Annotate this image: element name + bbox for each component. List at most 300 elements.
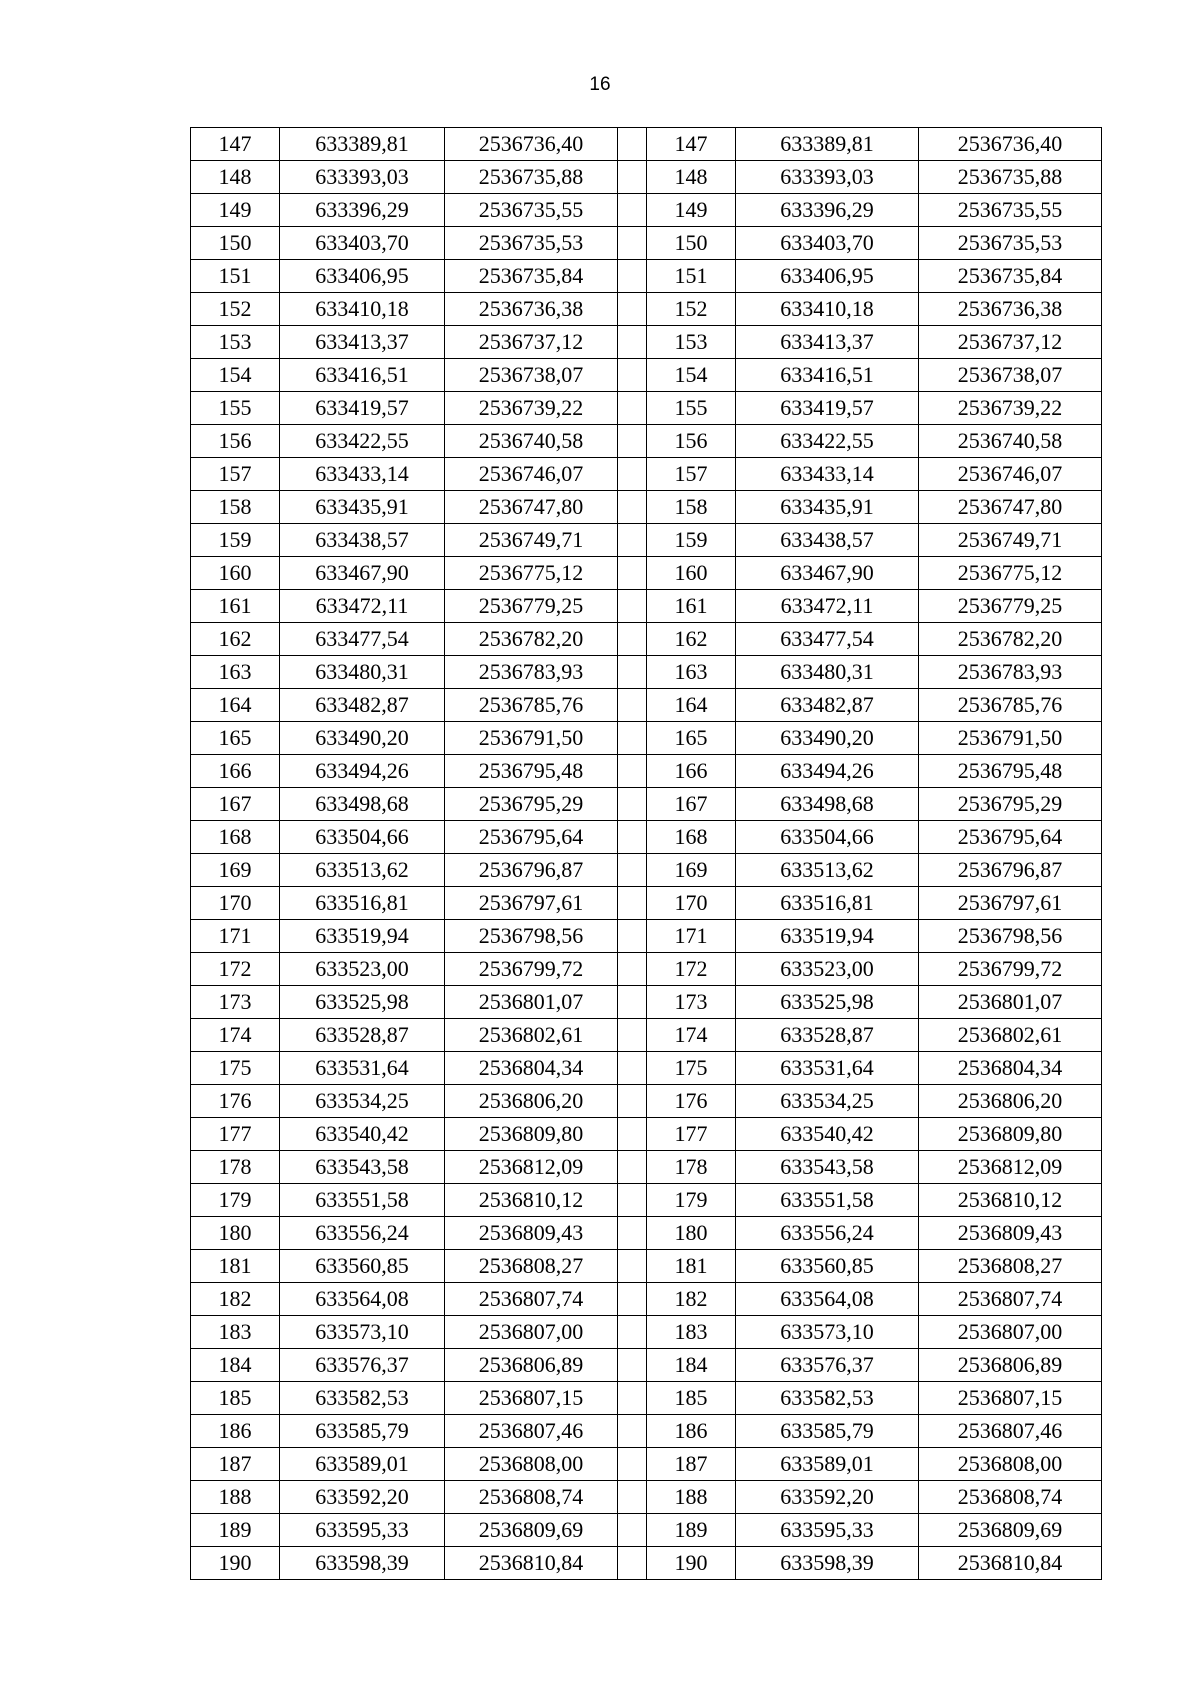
point-number-cell: 161	[191, 590, 280, 623]
spacer-cell	[618, 1184, 647, 1217]
table-row	[191, 590, 1102, 623]
y-coordinate-cell: 2536801,07	[445, 986, 618, 1019]
table-row	[191, 623, 1102, 656]
y-coordinate-cell: 2536810,12	[445, 1184, 618, 1217]
y-coordinate-cell-new: 2536782,20	[919, 623, 1102, 656]
point-number-cell: 188	[191, 1481, 280, 1514]
table-row	[191, 722, 1102, 755]
x-coordinate-cell: 633467,90	[280, 557, 445, 590]
y-coordinate-cell-new: 2536735,53	[919, 227, 1102, 260]
y-coordinate-cell-new: 2536795,64	[919, 821, 1102, 854]
table-row	[191, 920, 1102, 953]
y-coordinate-cell: 2536779,25	[445, 590, 618, 623]
y-coordinate-cell: 2536807,00	[445, 1316, 618, 1349]
y-coordinate-cell-new: 2536799,72	[919, 953, 1102, 986]
x-coordinate-cell-new: 633592,20	[736, 1481, 919, 1514]
y-coordinate-cell-new: 2536738,07	[919, 359, 1102, 392]
point-number-cell-new: 163	[647, 656, 736, 689]
y-coordinate-cell: 2536804,34	[445, 1052, 618, 1085]
point-number-cell: 180	[191, 1217, 280, 1250]
y-coordinate-cell: 2536735,88	[445, 161, 618, 194]
y-coordinate-cell: 2536810,84	[445, 1547, 618, 1580]
spacer-cell	[618, 392, 647, 425]
table-row	[191, 1448, 1102, 1481]
table-row	[191, 986, 1102, 1019]
x-coordinate-cell: 633556,24	[280, 1217, 445, 1250]
y-coordinate-cell-new: 2536809,80	[919, 1118, 1102, 1151]
y-coordinate-cell-new: 2536807,74	[919, 1283, 1102, 1316]
table-row	[191, 1283, 1102, 1316]
point-number-cell-new: 180	[647, 1217, 736, 1250]
y-coordinate-cell-new: 2536749,71	[919, 524, 1102, 557]
x-coordinate-cell: 633498,68	[280, 788, 445, 821]
y-coordinate-cell-new: 2536807,46	[919, 1415, 1102, 1448]
table-row	[191, 1349, 1102, 1382]
point-number-cell-new: 188	[647, 1481, 736, 1514]
point-number-cell-new: 186	[647, 1415, 736, 1448]
x-coordinate-cell: 633519,94	[280, 920, 445, 953]
point-number-cell: 190	[191, 1547, 280, 1580]
x-coordinate-cell: 633413,37	[280, 326, 445, 359]
x-coordinate-cell-new: 633422,55	[736, 425, 919, 458]
point-number-cell: 186	[191, 1415, 280, 1448]
y-coordinate-cell: 2536795,48	[445, 755, 618, 788]
x-coordinate-cell: 633419,57	[280, 392, 445, 425]
point-number-cell-new: 160	[647, 557, 736, 590]
y-coordinate-cell: 2536775,12	[445, 557, 618, 590]
x-coordinate-cell-new: 633534,25	[736, 1085, 919, 1118]
table-row	[191, 1316, 1102, 1349]
point-number-cell: 166	[191, 755, 280, 788]
y-coordinate-cell: 2536806,20	[445, 1085, 618, 1118]
table-row	[191, 1514, 1102, 1547]
spacer-cell	[618, 194, 647, 227]
point-number-cell: 171	[191, 920, 280, 953]
spacer-cell	[618, 656, 647, 689]
y-coordinate-cell: 2536791,50	[445, 722, 618, 755]
table-row	[191, 557, 1102, 590]
point-number-cell: 167	[191, 788, 280, 821]
spacer-cell	[618, 1481, 647, 1514]
table-row	[191, 788, 1102, 821]
y-coordinate-cell-new: 2536736,38	[919, 293, 1102, 326]
y-coordinate-cell: 2536809,43	[445, 1217, 618, 1250]
point-number-cell: 150	[191, 227, 280, 260]
point-number-cell-new: 185	[647, 1382, 736, 1415]
y-coordinate-cell: 2536795,64	[445, 821, 618, 854]
x-coordinate-cell: 633528,87	[280, 1019, 445, 1052]
spacer-cell	[618, 326, 647, 359]
spacer-cell	[618, 491, 647, 524]
y-coordinate-cell: 2536747,80	[445, 491, 618, 524]
x-coordinate-cell-new: 633516,81	[736, 887, 919, 920]
spacer-cell	[618, 1085, 647, 1118]
point-number-cell-new: 157	[647, 458, 736, 491]
spacer-cell	[618, 1019, 647, 1052]
x-coordinate-cell: 633560,85	[280, 1250, 445, 1283]
table-row	[191, 227, 1102, 260]
point-number-cell: 168	[191, 821, 280, 854]
x-coordinate-cell: 633482,87	[280, 689, 445, 722]
y-coordinate-cell: 2536807,74	[445, 1283, 618, 1316]
point-number-cell: 154	[191, 359, 280, 392]
spacer-cell	[618, 128, 647, 161]
point-number-cell-new: 153	[647, 326, 736, 359]
table-row	[191, 1481, 1102, 1514]
table-row	[191, 953, 1102, 986]
point-number-cell: 155	[191, 392, 280, 425]
spacer-cell	[618, 623, 647, 656]
y-coordinate-cell-new: 2536812,09	[919, 1151, 1102, 1184]
x-coordinate-cell-new: 633543,58	[736, 1151, 919, 1184]
point-number-cell: 184	[191, 1349, 280, 1382]
point-number-cell-new: 177	[647, 1118, 736, 1151]
point-number-cell-new: 190	[647, 1547, 736, 1580]
y-coordinate-cell: 2536812,09	[445, 1151, 618, 1184]
table-row	[191, 293, 1102, 326]
x-coordinate-cell: 633564,08	[280, 1283, 445, 1316]
point-number-cell-new: 166	[647, 755, 736, 788]
spacer-cell	[618, 1151, 647, 1184]
spacer-cell	[618, 755, 647, 788]
coordinates-table-body	[191, 128, 1102, 1580]
y-coordinate-cell-new: 2536807,00	[919, 1316, 1102, 1349]
table-row	[191, 194, 1102, 227]
point-number-cell: 151	[191, 260, 280, 293]
x-coordinate-cell: 633534,25	[280, 1085, 445, 1118]
table-row	[191, 1415, 1102, 1448]
x-coordinate-cell-new: 633589,01	[736, 1448, 919, 1481]
x-coordinate-cell: 633513,62	[280, 854, 445, 887]
x-coordinate-cell-new: 633396,29	[736, 194, 919, 227]
x-coordinate-cell-new: 633585,79	[736, 1415, 919, 1448]
point-number-cell: 187	[191, 1448, 280, 1481]
y-coordinate-cell-new: 2536810,84	[919, 1547, 1102, 1580]
x-coordinate-cell-new: 633551,58	[736, 1184, 919, 1217]
table-row	[191, 1151, 1102, 1184]
y-coordinate-cell-new: 2536797,61	[919, 887, 1102, 920]
x-coordinate-cell: 633592,20	[280, 1481, 445, 1514]
point-number-cell-new: 152	[647, 293, 736, 326]
x-coordinate-cell-new: 633477,54	[736, 623, 919, 656]
point-number-cell-new: 162	[647, 623, 736, 656]
spacer-cell	[618, 359, 647, 392]
x-coordinate-cell: 633595,33	[280, 1514, 445, 1547]
point-number-cell-new: 165	[647, 722, 736, 755]
point-number-cell: 183	[191, 1316, 280, 1349]
spacer-cell	[618, 590, 647, 623]
y-coordinate-cell: 2536808,00	[445, 1448, 618, 1481]
point-number-cell-new: 167	[647, 788, 736, 821]
x-coordinate-cell: 633422,55	[280, 425, 445, 458]
x-coordinate-cell-new: 633498,68	[736, 788, 919, 821]
y-coordinate-cell: 2536785,76	[445, 689, 618, 722]
spacer-cell	[618, 920, 647, 953]
point-number-cell-new: 168	[647, 821, 736, 854]
x-coordinate-cell-new: 633564,08	[736, 1283, 919, 1316]
point-number-cell: 172	[191, 953, 280, 986]
table-row	[191, 1184, 1102, 1217]
x-coordinate-cell: 633416,51	[280, 359, 445, 392]
x-coordinate-cell: 633516,81	[280, 887, 445, 920]
spacer-cell	[618, 1382, 647, 1415]
y-coordinate-cell-new: 2536806,20	[919, 1085, 1102, 1118]
table-row	[191, 491, 1102, 524]
point-number-cell: 153	[191, 326, 280, 359]
table-row	[191, 425, 1102, 458]
table-row	[191, 755, 1102, 788]
spacer-cell	[618, 887, 647, 920]
x-coordinate-cell-new: 633467,90	[736, 557, 919, 590]
y-coordinate-cell: 2536735,55	[445, 194, 618, 227]
table-row	[191, 887, 1102, 920]
y-coordinate-cell-new: 2536735,84	[919, 260, 1102, 293]
spacer-cell	[618, 293, 647, 326]
spacer-cell	[618, 1316, 647, 1349]
x-coordinate-cell: 633490,20	[280, 722, 445, 755]
point-number-cell-new: 155	[647, 392, 736, 425]
point-number-cell: 177	[191, 1118, 280, 1151]
point-number-cell-new: 179	[647, 1184, 736, 1217]
y-coordinate-cell: 2536796,87	[445, 854, 618, 887]
y-coordinate-cell: 2536782,20	[445, 623, 618, 656]
point-number-cell: 148	[191, 161, 280, 194]
spacer-cell	[618, 986, 647, 1019]
spacer-cell	[618, 524, 647, 557]
y-coordinate-cell-new: 2536801,07	[919, 986, 1102, 1019]
y-coordinate-cell: 2536807,15	[445, 1382, 618, 1415]
table-row	[191, 1118, 1102, 1151]
point-number-cell-new: 174	[647, 1019, 736, 1052]
x-coordinate-cell: 633576,37	[280, 1349, 445, 1382]
x-coordinate-cell: 633435,91	[280, 491, 445, 524]
table-row	[191, 1217, 1102, 1250]
y-coordinate-cell-new: 2536795,48	[919, 755, 1102, 788]
spacer-cell	[618, 557, 647, 590]
x-coordinate-cell: 633543,58	[280, 1151, 445, 1184]
y-coordinate-cell-new: 2536796,87	[919, 854, 1102, 887]
point-number-cell-new: 184	[647, 1349, 736, 1382]
x-coordinate-cell-new: 633531,64	[736, 1052, 919, 1085]
point-number-cell-new: 183	[647, 1316, 736, 1349]
x-coordinate-cell: 633494,26	[280, 755, 445, 788]
point-number-cell-new: 175	[647, 1052, 736, 1085]
x-coordinate-cell-new: 633482,87	[736, 689, 919, 722]
point-number-cell-new: 171	[647, 920, 736, 953]
table-row	[191, 854, 1102, 887]
point-number-cell: 165	[191, 722, 280, 755]
point-number-cell: 175	[191, 1052, 280, 1085]
point-number-cell: 182	[191, 1283, 280, 1316]
y-coordinate-cell-new: 2536747,80	[919, 491, 1102, 524]
table-row	[191, 161, 1102, 194]
x-coordinate-cell-new: 633582,53	[736, 1382, 919, 1415]
x-coordinate-cell-new: 633525,98	[736, 986, 919, 1019]
y-coordinate-cell-new: 2536798,56	[919, 920, 1102, 953]
point-number-cell: 169	[191, 854, 280, 887]
y-coordinate-cell: 2536746,07	[445, 458, 618, 491]
table-row	[191, 689, 1102, 722]
y-coordinate-cell: 2536799,72	[445, 953, 618, 986]
x-coordinate-cell-new: 633413,37	[736, 326, 919, 359]
spacer-cell	[618, 854, 647, 887]
point-number-cell: 189	[191, 1514, 280, 1547]
spacer-cell	[618, 425, 647, 458]
y-coordinate-cell-new: 2536806,89	[919, 1349, 1102, 1382]
page-number: 16	[589, 74, 611, 95]
y-coordinate-cell-new: 2536791,50	[919, 722, 1102, 755]
x-coordinate-cell-new: 633472,11	[736, 590, 919, 623]
x-coordinate-cell-new: 633410,18	[736, 293, 919, 326]
y-coordinate-cell: 2536736,40	[445, 128, 618, 161]
y-coordinate-cell-new: 2536779,25	[919, 590, 1102, 623]
spacer-cell	[618, 1448, 647, 1481]
spacer-cell	[618, 1349, 647, 1382]
coordinates-table	[190, 127, 1102, 1580]
spacer-cell	[618, 821, 647, 854]
x-coordinate-cell: 633433,14	[280, 458, 445, 491]
y-coordinate-cell-new: 2536810,12	[919, 1184, 1102, 1217]
y-coordinate-cell: 2536737,12	[445, 326, 618, 359]
point-number-cell-new: 164	[647, 689, 736, 722]
x-coordinate-cell: 633477,54	[280, 623, 445, 656]
table-row	[191, 524, 1102, 557]
x-coordinate-cell: 633582,53	[280, 1382, 445, 1415]
point-number-cell: 164	[191, 689, 280, 722]
point-number-cell: 178	[191, 1151, 280, 1184]
x-coordinate-cell: 633406,95	[280, 260, 445, 293]
spacer-cell	[618, 788, 647, 821]
point-number-cell: 179	[191, 1184, 280, 1217]
point-number-cell: 174	[191, 1019, 280, 1052]
x-coordinate-cell-new: 633540,42	[736, 1118, 919, 1151]
spacer-cell	[618, 227, 647, 260]
x-coordinate-cell-new: 633573,10	[736, 1316, 919, 1349]
x-coordinate-cell: 633396,29	[280, 194, 445, 227]
point-number-cell: 147	[191, 128, 280, 161]
x-coordinate-cell-new: 633504,66	[736, 821, 919, 854]
x-coordinate-cell: 633410,18	[280, 293, 445, 326]
x-coordinate-cell: 633598,39	[280, 1547, 445, 1580]
x-coordinate-cell: 633525,98	[280, 986, 445, 1019]
spacer-cell	[618, 1118, 647, 1151]
table-row	[191, 260, 1102, 293]
point-number-cell: 149	[191, 194, 280, 227]
spacer-cell	[618, 260, 647, 293]
x-coordinate-cell: 633540,42	[280, 1118, 445, 1151]
x-coordinate-cell: 633573,10	[280, 1316, 445, 1349]
y-coordinate-cell-new: 2536808,74	[919, 1481, 1102, 1514]
x-coordinate-cell-new: 633419,57	[736, 392, 919, 425]
x-coordinate-cell: 633438,57	[280, 524, 445, 557]
y-coordinate-cell-new: 2536808,27	[919, 1250, 1102, 1283]
x-coordinate-cell: 633585,79	[280, 1415, 445, 1448]
spacer-cell	[618, 1514, 647, 1547]
y-coordinate-cell-new: 2536739,22	[919, 392, 1102, 425]
point-number-cell: 163	[191, 656, 280, 689]
x-coordinate-cell: 633480,31	[280, 656, 445, 689]
x-coordinate-cell-new: 633556,24	[736, 1217, 919, 1250]
x-coordinate-cell-new: 633528,87	[736, 1019, 919, 1052]
spacer-cell	[618, 161, 647, 194]
x-coordinate-cell-new: 633403,70	[736, 227, 919, 260]
x-coordinate-cell-new: 633513,62	[736, 854, 919, 887]
spacer-cell	[618, 722, 647, 755]
table-row	[191, 821, 1102, 854]
x-coordinate-cell: 633504,66	[280, 821, 445, 854]
x-coordinate-cell-new: 633435,91	[736, 491, 919, 524]
point-number-cell: 173	[191, 986, 280, 1019]
point-number-cell-new: 187	[647, 1448, 736, 1481]
y-coordinate-cell: 2536740,58	[445, 425, 618, 458]
x-coordinate-cell: 633531,64	[280, 1052, 445, 1085]
y-coordinate-cell-new: 2536785,76	[919, 689, 1102, 722]
spacer-cell	[618, 1250, 647, 1283]
y-coordinate-cell: 2536809,80	[445, 1118, 618, 1151]
x-coordinate-cell: 633472,11	[280, 590, 445, 623]
x-coordinate-cell-new: 633560,85	[736, 1250, 919, 1283]
point-number-cell: 181	[191, 1250, 280, 1283]
x-coordinate-cell-new: 633595,33	[736, 1514, 919, 1547]
spacer-cell	[618, 458, 647, 491]
x-coordinate-cell-new: 633490,20	[736, 722, 919, 755]
x-coordinate-cell-new: 633576,37	[736, 1349, 919, 1382]
point-number-cell-new: 176	[647, 1085, 736, 1118]
y-coordinate-cell: 2536808,27	[445, 1250, 618, 1283]
point-number-cell: 159	[191, 524, 280, 557]
spacer-cell	[618, 1415, 647, 1448]
table-row	[191, 1019, 1102, 1052]
point-number-cell: 170	[191, 887, 280, 920]
spacer-cell	[618, 689, 647, 722]
table-row	[191, 1085, 1102, 1118]
point-number-cell-new: 159	[647, 524, 736, 557]
point-number-cell-new: 172	[647, 953, 736, 986]
point-number-cell-new: 161	[647, 590, 736, 623]
spacer-cell	[618, 1283, 647, 1316]
y-coordinate-cell: 2536735,53	[445, 227, 618, 260]
point-number-cell-new: 147	[647, 128, 736, 161]
point-number-cell: 156	[191, 425, 280, 458]
point-number-cell-new: 189	[647, 1514, 736, 1547]
x-coordinate-cell-new: 633393,03	[736, 161, 919, 194]
x-coordinate-cell: 633551,58	[280, 1184, 445, 1217]
point-number-cell: 176	[191, 1085, 280, 1118]
y-coordinate-cell: 2536749,71	[445, 524, 618, 557]
point-number-cell: 158	[191, 491, 280, 524]
x-coordinate-cell-new: 633523,00	[736, 953, 919, 986]
spacer-cell	[618, 953, 647, 986]
y-coordinate-cell: 2536738,07	[445, 359, 618, 392]
y-coordinate-cell: 2536736,38	[445, 293, 618, 326]
x-coordinate-cell-new: 633433,14	[736, 458, 919, 491]
table-row	[191, 1250, 1102, 1283]
y-coordinate-cell-new: 2536809,69	[919, 1514, 1102, 1547]
x-coordinate-cell: 633589,01	[280, 1448, 445, 1481]
point-number-cell-new: 151	[647, 260, 736, 293]
y-coordinate-cell-new: 2536736,40	[919, 128, 1102, 161]
x-coordinate-cell: 633523,00	[280, 953, 445, 986]
y-coordinate-cell-new: 2536735,55	[919, 194, 1102, 227]
y-coordinate-cell-new: 2536808,00	[919, 1448, 1102, 1481]
x-coordinate-cell-new: 633598,39	[736, 1547, 919, 1580]
x-coordinate-cell-new: 633389,81	[736, 128, 919, 161]
x-coordinate-cell-new: 633438,57	[736, 524, 919, 557]
y-coordinate-cell: 2536806,89	[445, 1349, 618, 1382]
y-coordinate-cell: 2536807,46	[445, 1415, 618, 1448]
y-coordinate-cell-new: 2536735,88	[919, 161, 1102, 194]
table-row	[191, 458, 1102, 491]
